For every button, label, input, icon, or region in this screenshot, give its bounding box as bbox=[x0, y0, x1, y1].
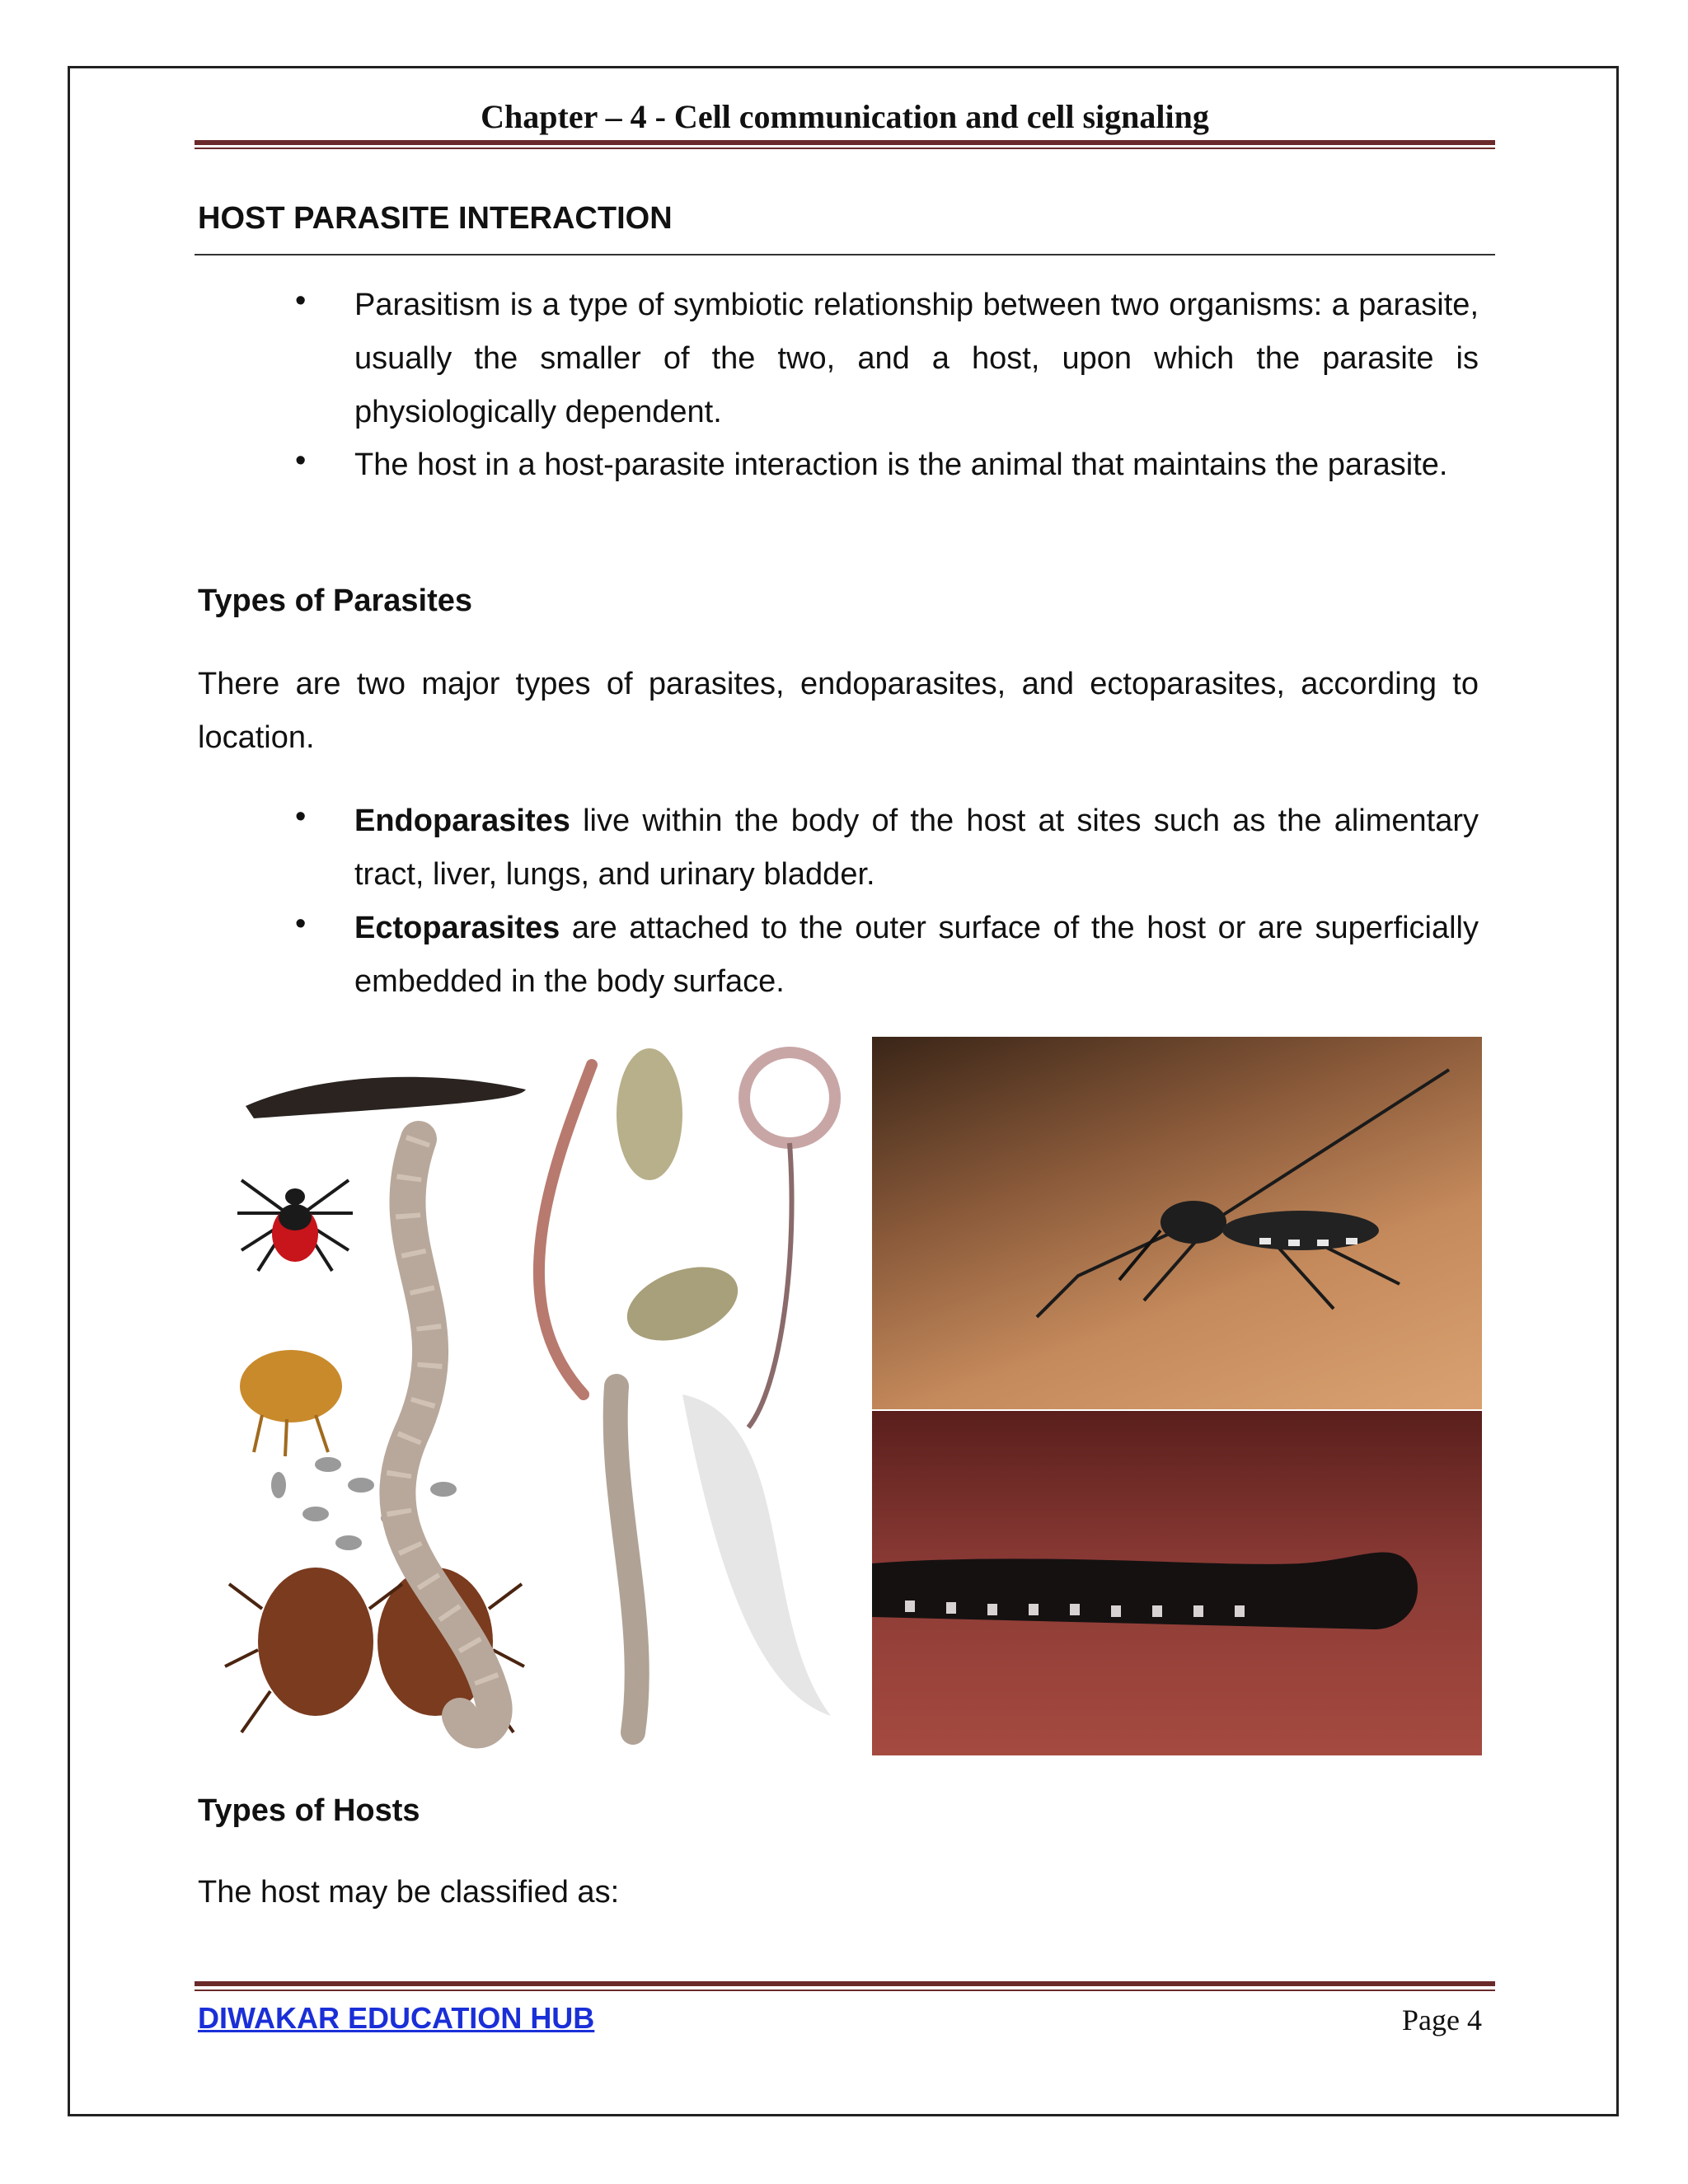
leech-drawing bbox=[872, 1411, 1482, 1755]
hosts-intro-text: The host may be classified as: bbox=[198, 1875, 620, 1910]
bullet-text-host: The host in a host-parasite interaction is the animal that maintains the parasite. bbox=[354, 448, 1448, 482]
bullet-dot: • bbox=[295, 443, 307, 478]
bullet-endoparasites bbox=[354, 794, 1479, 902]
bullet-ectoparasites bbox=[354, 902, 1479, 1009]
types-of-parasites-heading: Types of Parasites bbox=[198, 583, 473, 618]
bullet-text-parasitism: Parasitism is a type of symbiotic relationship between two organisms: a parasite, usually the smaller of the two, and a host, upon which the parasite is physiologically dependent. bbox=[354, 288, 1479, 429]
types-of-hosts-heading: Types of Hosts bbox=[198, 1793, 420, 1828]
bullet-dot: • bbox=[295, 907, 307, 941]
bullet-dot: • bbox=[295, 799, 307, 834]
section-title: HOST PARASITE INTERACTION bbox=[198, 201, 673, 236]
types-intro-paragraph: There are two major types of parasites, endoparasites, and ectoparasites, according to location. bbox=[198, 667, 1479, 755]
header-rule-thick bbox=[195, 140, 1495, 145]
footer-brand-link[interactable]: DIWAKAR EDUCATION HUB bbox=[198, 2001, 595, 2035]
footer-rule-thick bbox=[195, 1981, 1495, 1986]
mosquito-on-skin-photo bbox=[872, 1037, 1482, 1409]
parasites-collage-image bbox=[221, 1040, 852, 1749]
bullet-dot: • bbox=[295, 284, 307, 318]
term-ectoparasites: Ectoparasites bbox=[354, 911, 560, 945]
chapter-title: Chapter – 4 - Cell communication and cell signaling bbox=[481, 98, 1209, 135]
term-endoparasites: Endoparasites bbox=[354, 804, 570, 838]
endoparasites-description: live within the body of the host at sites such as the alimentary tract, liver, lungs, and urinary bladder. bbox=[354, 804, 1479, 892]
footer-rule-thin bbox=[195, 1990, 1495, 1991]
page-number: Page 4 bbox=[1402, 2004, 1482, 2036]
parasites-collage-drawing bbox=[221, 1040, 852, 1749]
leech-on-skin-photo bbox=[872, 1411, 1482, 1755]
ectoparasites-description: are attached to the outer surface of the host or are superficially embedded in the body surface. bbox=[354, 911, 1479, 999]
section-underline bbox=[195, 254, 1495, 255]
mosquito-drawing bbox=[872, 1037, 1482, 1409]
header-rule-thin bbox=[195, 148, 1495, 149]
